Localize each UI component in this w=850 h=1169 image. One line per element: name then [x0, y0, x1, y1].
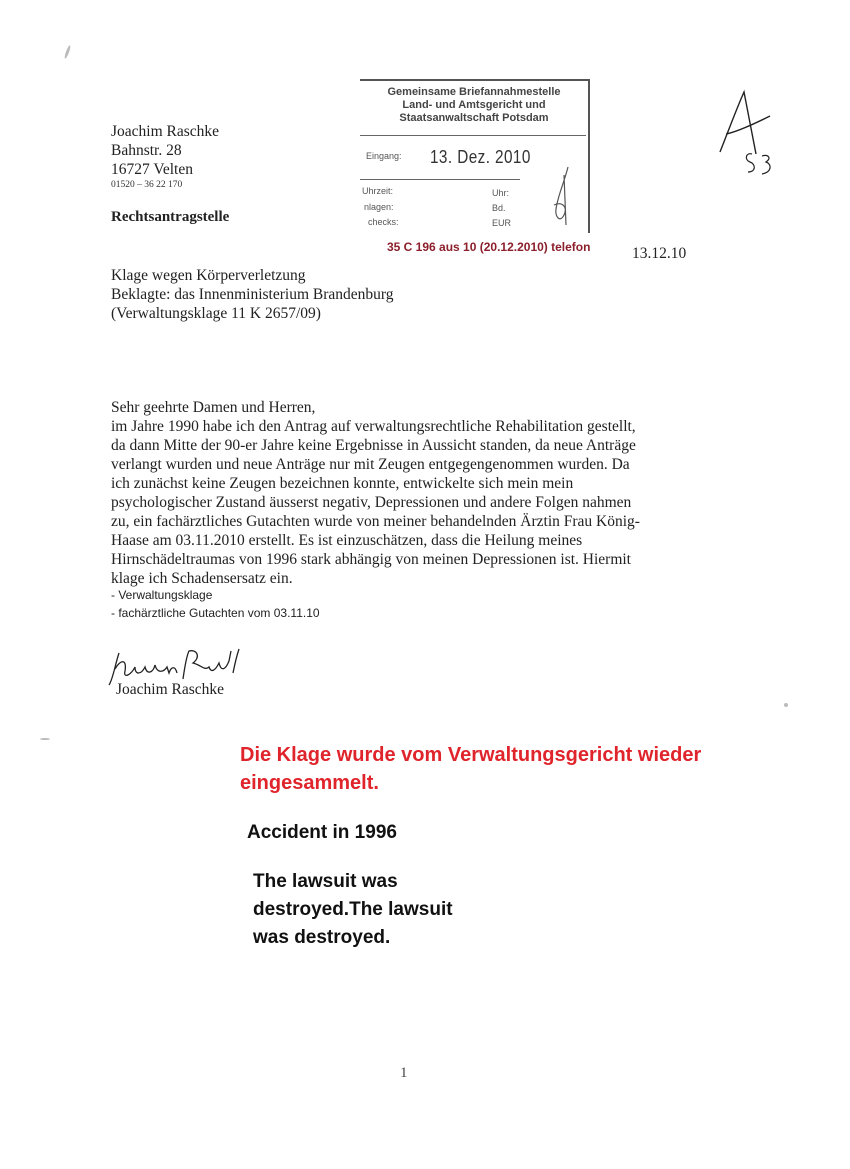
stamp-title	[360, 86, 588, 125]
stamp-divider	[360, 135, 586, 136]
attachment-item: - Verwaltungsklage	[111, 588, 213, 602]
red-annotation: Die Klage wurde vom Verwaltungsgericht wieder eingesammelt.	[240, 744, 702, 794]
subject-line: (Verwaltungsklage 11 K 2657/09)	[111, 305, 321, 322]
sender-phone: 01520 – 36 22 170	[111, 180, 183, 190]
body-line: im Jahre 1990 habe ich den Antrag auf verwaltungsrechtliche Rehabilitation gestellt,	[111, 418, 636, 435]
recipient-role: Rechtsantragstelle	[111, 209, 230, 225]
body-line: zu, ein fachärztliches Gutachten wurde von meiner behandelnden Ärztin Frau König-	[111, 513, 640, 530]
attachment-item: - fachärztliche Gutachten vom 03.11.10	[111, 606, 320, 620]
sender-address	[111, 122, 219, 192]
accident-annotation: Accident in 1996	[247, 822, 397, 843]
stamp-eur-label: EUR	[492, 218, 512, 228]
body-line: klage ich Schadensersatz ein.	[111, 570, 293, 587]
lawsuit-annotation: The lawsuit was destroyed.The lawsuit was destroyed.	[253, 871, 453, 948]
sender-city: 16727 Velten	[111, 161, 193, 178]
body-line: verlangt wurden und neue Anträge nur mit Zeugen entgegengenommen wurden. Da	[111, 456, 630, 473]
sender-street: Bahnstr. 28	[111, 142, 182, 159]
body-line: ich zunächst keine Zeugen bezeichnen konnte, entwickelte sich mein mein	[111, 475, 574, 492]
letter-date: 13.12.10	[632, 245, 687, 262]
page-number: 1	[400, 1065, 408, 1081]
case-reference: 35 C 196 aus 10 (20.12.2010) telefon	[387, 240, 591, 254]
letter-body	[111, 398, 711, 588]
subject-line: Klage wegen Körperverletzung	[111, 267, 306, 284]
scan-speck	[40, 738, 50, 740]
stamp-bd-label: Bd.	[492, 203, 506, 213]
body-line: Haase am 03.11.2010 erstellt. Es ist einzuschätzen, dass die Heilung meines	[111, 532, 583, 549]
signature-name: Joachim Raschke	[116, 681, 225, 698]
stamp-date: 13. Dez. 2010	[430, 147, 531, 167]
scan-speck	[64, 45, 72, 59]
stamp-title-line1: Gemeinsame Briefannahmestelle	[387, 86, 561, 98]
stamp-title-line3: Staatsanwaltschaft Potsdam	[399, 112, 549, 124]
stamp-uhr-label: Uhr:	[492, 188, 510, 198]
subject-block	[111, 266, 394, 323]
subject-line: Beklagte: das Innenministerium Brandenburg	[111, 286, 394, 303]
handwritten-mark-icon	[710, 82, 780, 182]
receipt-stamp	[360, 79, 590, 233]
stamp-eingang-label: Eingang:	[366, 151, 402, 161]
stamp-anlagen-label: nlagen:	[364, 202, 394, 212]
sender-name: Joachim Raschke	[111, 123, 220, 140]
stamp-uhrzeit-label: Uhrzeit:	[362, 186, 394, 196]
scan-speck	[784, 703, 788, 707]
body-line: Hirnschädeltraumas von 1996 stark abhängig von meinen Depressionen ist. Hiermit	[111, 551, 631, 568]
stamp-initials-icon	[546, 165, 582, 229]
stamp-scheck-label: checks:	[368, 217, 399, 227]
stamp-title-line2: Land- und Amtsgericht und	[402, 99, 546, 111]
stamp-divider	[360, 179, 520, 180]
attachments-list	[111, 586, 320, 622]
body-line: psychologischer Zustand äusserst negativ, Depressionen und andere Folgen nahmen	[111, 494, 632, 511]
body-line: Sehr geehrte Damen und Herren,	[111, 399, 316, 416]
body-line: da dann Mitte der 90-er Jahre keine Ergebnisse in Aussicht standen, da neue Anträge	[111, 437, 636, 454]
